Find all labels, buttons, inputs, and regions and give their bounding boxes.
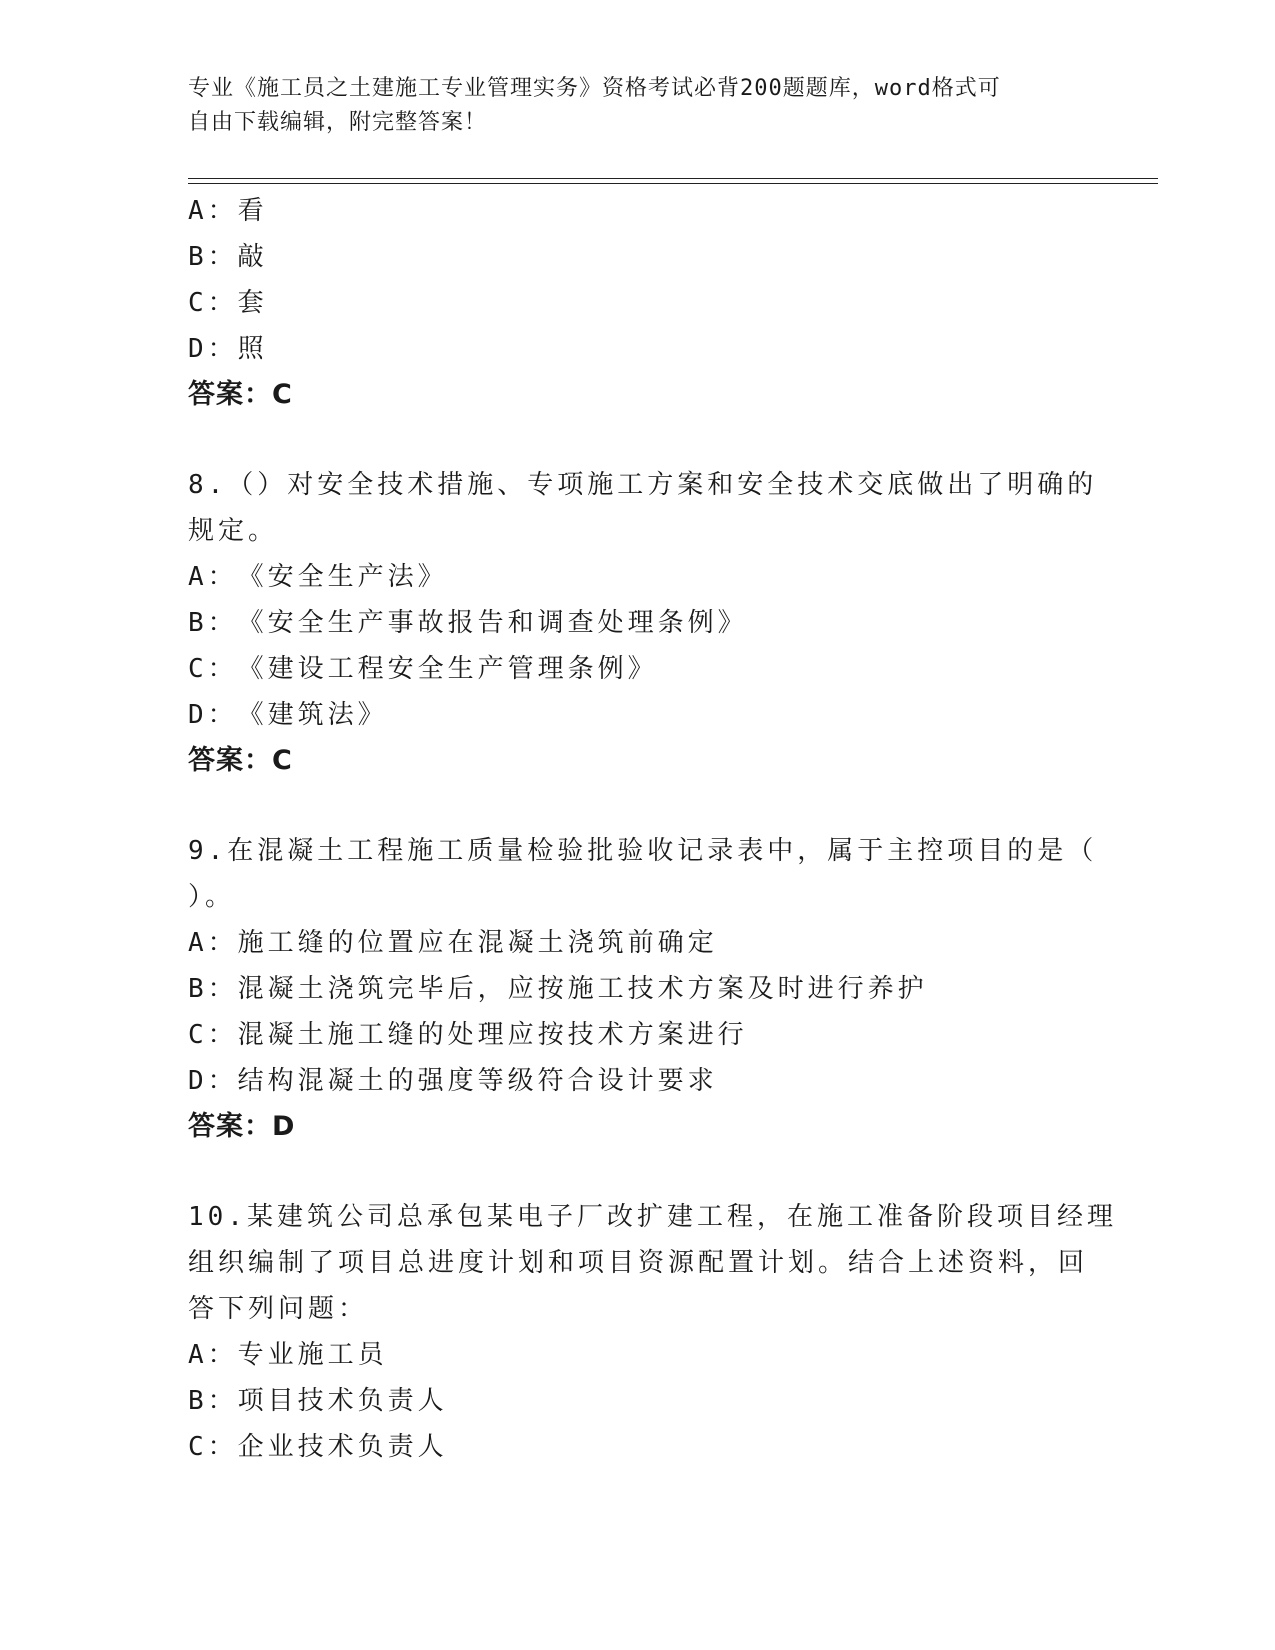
- question-10: [188, 1194, 1117, 1470]
- question-9: [188, 828, 1098, 1150]
- option-b: B：《安全生产事故报告和调查处理条例》: [188, 608, 748, 638]
- option-b: B：项目技术负责人: [188, 1386, 448, 1416]
- option-c: C：《建设工程安全生产管理条例》: [188, 654, 658, 684]
- option-a: A：施工缝的位置应在混凝土浇筑前确定: [188, 928, 718, 958]
- option-b: B：混凝土浇筑完毕后，应按施工技术方案及时进行养护: [188, 974, 928, 1004]
- option-d: D：《建筑法》: [188, 700, 388, 730]
- question-stem-line: ）。: [188, 882, 236, 912]
- question-stem-line: 9.在混凝土工程施工质量检验批验收记录表中，属于主控项目的是（: [188, 836, 1098, 866]
- spacer: [188, 1150, 1088, 1194]
- header-line-2: 自由下载编辑，附完整答案！: [188, 110, 488, 135]
- option-a: A：专业施工员: [188, 1340, 388, 1370]
- question-8: [188, 462, 1098, 784]
- question-list: [188, 188, 1117, 1470]
- option-d: D：照: [188, 334, 268, 364]
- question-7: [188, 188, 1088, 418]
- spacer: [188, 418, 1088, 462]
- answer: 答案：C: [188, 379, 293, 410]
- option-a: A：看: [188, 196, 268, 226]
- question-stem-line: 规定。: [188, 516, 279, 546]
- option-c: C：企业技术负责人: [188, 1432, 448, 1462]
- question-stem-line: 10.某建筑公司总承包某电子厂改扩建工程，在施工准备阶段项目经理: [188, 1202, 1117, 1232]
- document-header: [188, 72, 1068, 140]
- option-c: C：套: [188, 288, 268, 318]
- question-stem-line: 组织编制了项目总进度计划和项目资源配置计划。结合上述资料，回: [188, 1248, 1089, 1278]
- option-c: C：混凝土施工缝的处理应按技术方案进行: [188, 1020, 748, 1050]
- question-stem-line: 8.（）对安全技术措施、专项施工方案和安全技术交底做出了明确的: [188, 470, 1098, 500]
- header-line-1: 专业《施工员之土建施工专业管理实务》资格考试必背200题题库，word格式可: [188, 76, 1001, 101]
- option-a: A：《安全生产法》: [188, 562, 448, 592]
- spacer: [188, 784, 1088, 828]
- option-b: B：敲: [188, 242, 268, 272]
- header-divider: [188, 178, 1158, 184]
- question-stem-line: 答下列问题：: [188, 1294, 369, 1324]
- option-d: D：结构混凝土的强度等级符合设计要求: [188, 1066, 718, 1096]
- answer: 答案：D: [188, 1111, 296, 1142]
- answer: 答案：C: [188, 745, 293, 776]
